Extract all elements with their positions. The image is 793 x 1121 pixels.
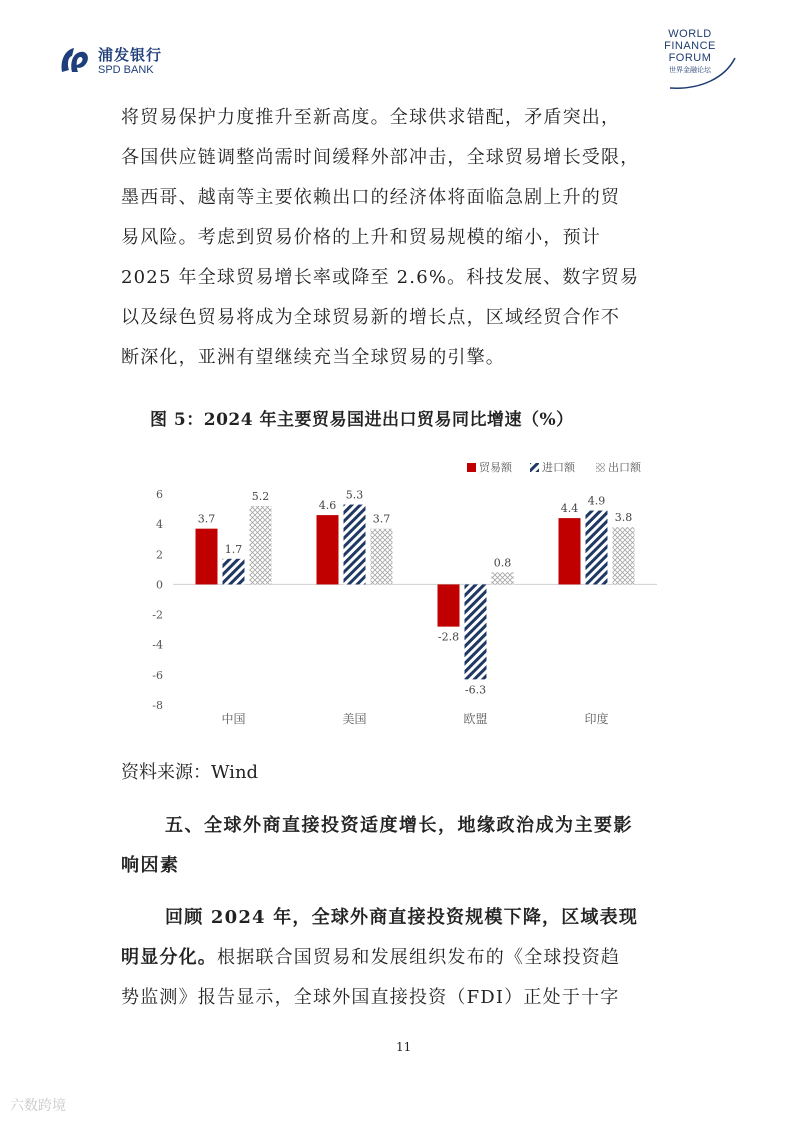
y-tick-label: 0	[156, 578, 163, 592]
legend-label: 贸易额	[479, 461, 512, 474]
section-heading-line-2: 响因素	[121, 855, 180, 876]
bar-贸易额	[559, 518, 581, 584]
bar-进口额	[586, 511, 608, 585]
legend-swatch	[530, 463, 539, 472]
intro-line: 2025 年全球贸易增长率或降至 2.6%。科技发展、数字贸易	[121, 267, 640, 288]
wef-line-1: WORLD	[668, 28, 712, 40]
legend-swatch	[596, 463, 605, 472]
chart-legend	[467, 460, 642, 474]
data-label: 3.7	[372, 512, 391, 526]
section-heading-line-1: 五、全球外商直接投资适度增长，地缘政治成为主要影	[165, 815, 633, 836]
data-label: 5.2	[251, 490, 270, 504]
figure-source: 资料来源：Wind	[121, 762, 259, 783]
wef-logo	[640, 28, 740, 93]
data-label: 1.7	[224, 542, 243, 556]
bold-lead-1: 回顾 2024 年，全球外商直接投资规模下降，区域表现	[165, 907, 639, 928]
y-tick-label: -4	[152, 638, 163, 652]
data-label: -6.3	[464, 683, 487, 697]
spd-bank-logo-icon	[58, 44, 92, 76]
intro-line: 将贸易保护力度推升至新高度。全球供求错配，矛盾突出，	[121, 107, 621, 128]
data-label: 0.8	[493, 556, 512, 570]
trade-growth-bar-chart	[145, 455, 665, 740]
section-paragraph-line-3: 势监测》报告显示，全球外国直接投资（FDI）正处于十字	[121, 987, 620, 1008]
wef-name-cn: 世界金融论坛	[669, 66, 711, 74]
bar-进口额	[465, 584, 487, 679]
wef-line-3: FORUM	[668, 52, 712, 64]
intro-line: 易风险。考虑到贸易价格的上升和贸易规模的缩小，预计	[121, 227, 601, 248]
legend-label: 进口额	[542, 461, 575, 474]
bank-name-cn: 浦发银行	[98, 46, 163, 64]
section-paragraph-line-2	[121, 938, 681, 978]
y-tick-label: 6	[156, 488, 163, 501]
bar-贸易额	[317, 515, 339, 584]
category-label: 中国	[221, 712, 246, 726]
spd-bank-logo	[58, 42, 198, 82]
section-heading	[121, 806, 681, 886]
wef-swoosh-icon	[640, 28, 740, 93]
intro-line: 各国供应链调整尚需时间缓释外部冲击，全球贸易增长受限，	[121, 147, 640, 168]
y-tick-label: -2	[152, 608, 163, 622]
bold-lead-2: 明显分化。	[121, 947, 217, 968]
y-tick-label: -8	[152, 699, 163, 712]
section-paragraph	[121, 898, 681, 1018]
y-tick-label: 4	[156, 518, 163, 532]
data-label: 5.3	[345, 488, 364, 502]
category-label: 美国	[342, 712, 367, 726]
watermark: 六数跨境	[10, 1098, 66, 1114]
page-number: 11	[396, 1040, 412, 1054]
legend-label: 出口额	[608, 461, 641, 474]
bar-出口额	[613, 527, 635, 584]
figure-caption: 图 5：2024 年主要贸易国进出口贸易同比增速（%）	[150, 410, 574, 430]
data-label: -2.8	[437, 630, 460, 644]
wef-line-2: FINANCE	[664, 40, 716, 52]
x-axis	[221, 711, 608, 726]
legend-swatch	[467, 463, 476, 472]
data-label: 3.8	[614, 511, 633, 525]
bar-出口额	[250, 506, 272, 584]
bar-group	[196, 489, 635, 697]
bar-进口额	[344, 505, 366, 585]
data-label: 4.6	[318, 499, 337, 513]
category-label: 欧盟	[463, 712, 488, 726]
bar-贸易额	[196, 529, 218, 585]
intro-line: 以及绿色贸易将成为全球贸易新的增长点，区域经贸合作不	[121, 307, 621, 328]
data-label: 4.9	[587, 494, 606, 508]
section-paragraph-line-1	[121, 898, 681, 938]
category-label: 印度	[584, 712, 609, 726]
intro-paragraph	[121, 98, 676, 378]
intro-line: 墨西哥、越南等主要依赖出口的经济体将面临急剧上升的贸	[121, 187, 621, 208]
data-label: 3.7	[197, 512, 216, 526]
y-axis	[152, 488, 657, 712]
intro-line: 断深化，亚洲有望继续充当全球贸易的引擎。	[121, 347, 505, 368]
bar-进口额	[223, 559, 245, 585]
paragraph-text: 根据联合国贸易和发展组织发布的《全球投资趋	[217, 947, 621, 968]
bar-出口额	[371, 529, 393, 585]
y-tick-label: 2	[156, 548, 163, 562]
y-tick-label: -6	[152, 668, 163, 682]
data-label: 4.4	[560, 502, 579, 516]
bank-name-en: SPD BANK	[98, 64, 154, 76]
bar-贸易额	[438, 584, 460, 626]
bar-出口额	[492, 572, 514, 584]
